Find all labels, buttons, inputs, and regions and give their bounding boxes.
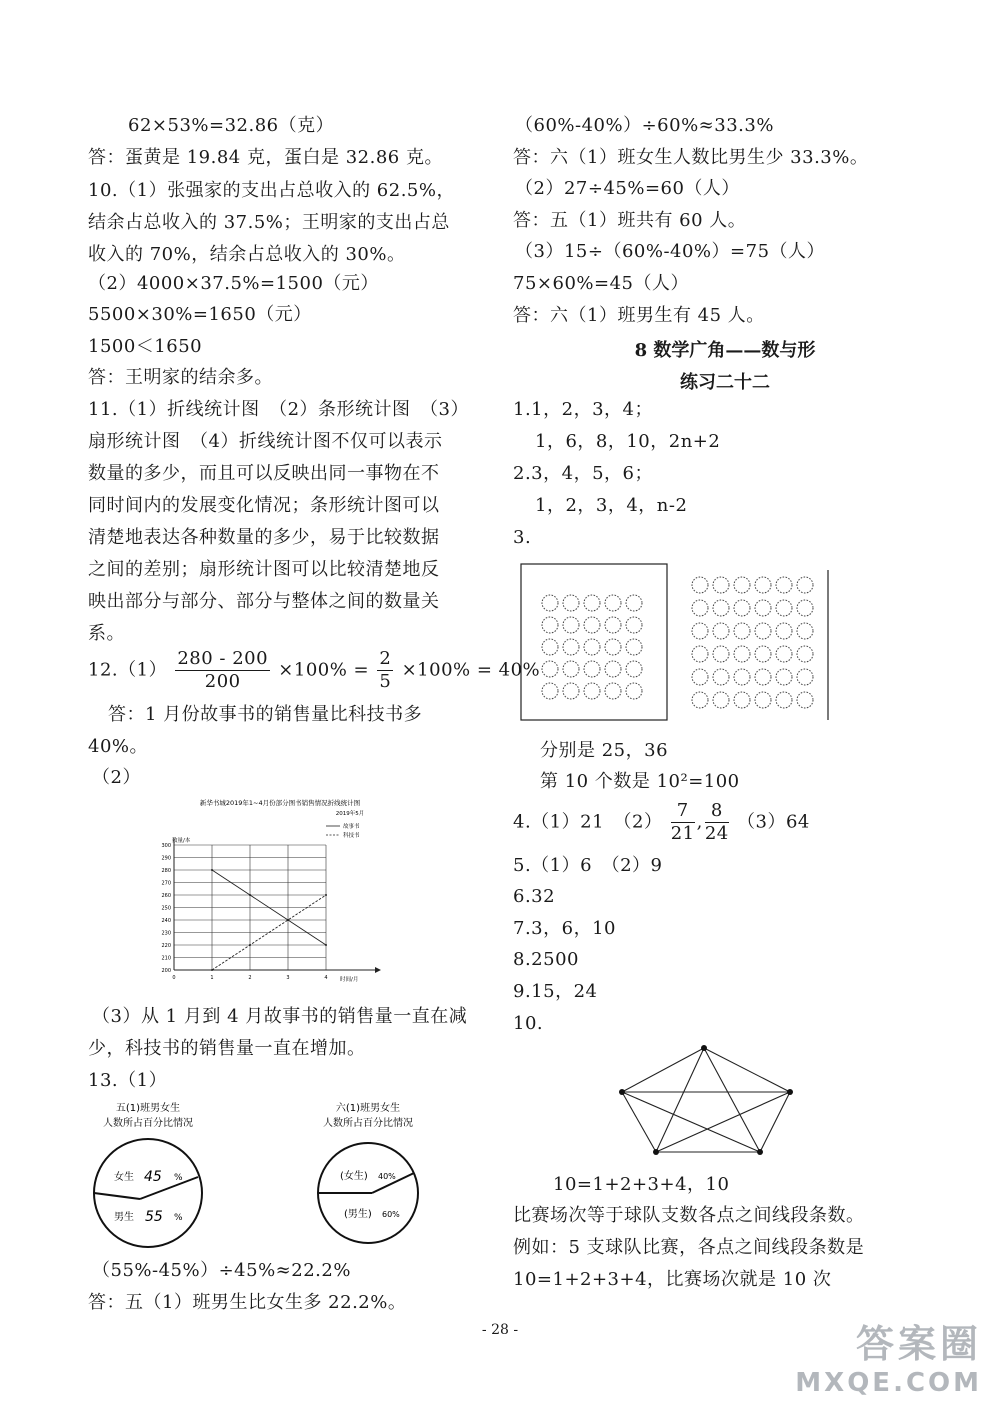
dot-circle [563, 661, 579, 677]
dot-circle [713, 692, 729, 708]
pentagon-segment [704, 1048, 790, 1092]
dot-circle [605, 683, 621, 699]
y-tick-label: 260 [161, 893, 171, 899]
pie-left-girl-pct: % [174, 1173, 183, 1183]
formula-tail: ×100% = 40% [401, 659, 541, 681]
dot-circle [713, 623, 729, 639]
dot-circle [692, 600, 708, 616]
answer-4-f1-den: 21 [670, 823, 695, 844]
answer-4-tail: （3）64 [737, 811, 810, 833]
right-line-25: 10=1+2+3+4，比赛场次就是 10 次 [513, 1269, 832, 1290]
pie-left-divider-1 [94, 1193, 140, 1199]
left-line-06: （2）4000×37.5%=1500（元） [88, 273, 379, 294]
dot-circle [797, 623, 813, 639]
right-line-14: 第 10 个数是 10²=100 [540, 771, 740, 792]
right-line-09: 1，6，8，10，2n+2 [535, 431, 721, 452]
y-tick-label: 280 [161, 868, 171, 874]
line-chart-y-ticks [161, 843, 171, 974]
dot-circle [755, 646, 771, 662]
x-tick-label: 1 [210, 975, 214, 981]
dot-circle [626, 617, 642, 633]
dot-circle [776, 577, 792, 593]
y-tick-label: 200 [161, 968, 171, 974]
class6-pie-chart [298, 1095, 438, 1250]
pentagon-segment [622, 1092, 656, 1152]
answer-4: 4.（1）21 （2） $\frac{7}{21}$ , $\frac{8}{24}$ （3）64 [513, 800, 810, 844]
dot-circle [605, 639, 621, 655]
dot-circle [776, 600, 792, 616]
formula-prefix: 12.（1） [88, 659, 168, 681]
right-line-06: 75×60%=45（人） [513, 273, 689, 294]
right-line-07: 答：六（1）班男生有 45 人。 [513, 305, 765, 326]
left-line-08: 1500＜1650 [88, 336, 203, 357]
line-chart-title: 新华书城2019年1~4月份部分图书销售情况折线统计图 [199, 799, 361, 807]
pentagon-segment [622, 1048, 704, 1092]
pie-right-title-2: 人数所占百分比情况 [323, 1118, 413, 1129]
dot-circle [797, 692, 813, 708]
left-line-25: （55%-45%）÷45%≈22.2% [92, 1260, 351, 1281]
dot-circle [692, 623, 708, 639]
pentagon-segments [622, 1048, 790, 1152]
dot-circle [626, 639, 642, 655]
x-tick-label: 2 [248, 975, 252, 981]
left-line-24: 13.（1） [88, 1070, 168, 1091]
right-line-20: 9.15，24 [513, 981, 598, 1002]
dot-circle [776, 646, 792, 662]
dot-circle [626, 661, 642, 677]
right-line-10: 2.3，4，5，6； [513, 463, 653, 484]
dot-circle [626, 683, 642, 699]
left-line-26: 答：五（1）班男生比女生多 22.2%。 [88, 1292, 407, 1313]
left-line-11: 扇形统计图 （4）折线统计图不仅可以表示 [88, 431, 443, 452]
dot-circle [584, 661, 600, 677]
series-point [325, 944, 327, 946]
exercise-title: 练习二十二 [680, 372, 770, 393]
dot-circle [713, 577, 729, 593]
left-line-19: 答：1 月份故事书的销售量比科技书多 [108, 704, 423, 725]
dot-circle [692, 669, 708, 685]
fraction-1-numerator: 280 - 200 [177, 648, 269, 669]
dot-circle [713, 669, 729, 685]
series-point [249, 944, 251, 946]
dot-circle [755, 692, 771, 708]
right-line-21: 10. [513, 1013, 544, 1034]
y-tick-label: 230 [161, 930, 171, 937]
dot-circle [797, 600, 813, 616]
watermark-line-1: 答案圈 [855, 1322, 982, 1366]
right-line-11: 1，2，3，4，n-2 [535, 495, 688, 516]
dot-circle [584, 683, 600, 699]
pie-left-girl-value: 45 [144, 1169, 162, 1185]
line-chart-x-ticks [172, 975, 327, 981]
left-line-16: 映出部分与部分、部分与整体之间的数量关 [88, 591, 440, 612]
pie-left-girl-label: 女生 [114, 1172, 134, 1183]
dot-circle [563, 595, 579, 611]
right-line-05: （3）15÷（60%-40%）=75（人） [515, 241, 826, 262]
fraction-1-denominator: 200 [204, 671, 241, 692]
line-chart-date: 2019年5月 [335, 811, 365, 817]
pie-left-boy-label: 男生 [114, 1212, 134, 1223]
dot-circle [776, 623, 792, 639]
y-tick-label: 250 [161, 905, 171, 912]
dot-circle [734, 577, 750, 593]
pie-left-title-1: 五(1)班男女生 [115, 1103, 181, 1114]
left-line-23: 少，科技书的销售量一直在增加。 [88, 1038, 366, 1059]
y-tick-label: 270 [161, 880, 171, 887]
dot-circle [692, 577, 708, 593]
left-line-22: （3）从 1 月到 4 月故事书的销售量一直在减 [92, 1006, 468, 1027]
fraction-2-numerator: 2 [379, 648, 392, 669]
pentagon-segment [656, 1092, 790, 1152]
series-point [211, 869, 213, 871]
fraction-2-denominator: 5 [379, 671, 392, 692]
line-chart-grid [174, 845, 326, 970]
left-line-14: 清楚地表达各种数量的多少，易于比较数据 [88, 527, 440, 548]
dot-circle [692, 646, 708, 662]
dot-circle [626, 595, 642, 611]
right-line-01: （60%-40%）÷60%≈33.3% [515, 115, 774, 136]
dot-circle [563, 639, 579, 655]
y-tick-label: 290 [161, 855, 171, 862]
formula-middle: ×100% = [278, 659, 370, 681]
circle-grid-5x5 [542, 595, 642, 699]
pentagon-segment [760, 1092, 790, 1152]
circle-grid-6x6 [692, 577, 813, 708]
square-border [521, 564, 667, 720]
pie-right-title-1: 六(1)班男女生 [335, 1103, 401, 1114]
right-line-17: 6.32 [513, 886, 556, 907]
dot-circle [584, 617, 600, 633]
left-line-09: 答：王明家的结余多。 [88, 367, 273, 388]
dot-circle [755, 577, 771, 593]
x-tick-label: 4 [324, 975, 328, 981]
x-axis-arrow [375, 967, 381, 973]
pentagon-segment [656, 1048, 704, 1152]
dot-circle [734, 692, 750, 708]
dot-circle [797, 669, 813, 685]
dot-circle [542, 595, 558, 611]
dot-circle [584, 639, 600, 655]
left-line-03: 10.（1）张强家的支出占总收入的 62.5%， [88, 180, 455, 201]
pentagon-vertex [701, 1045, 707, 1051]
left-line-21: （2） [92, 767, 141, 788]
watermark-line-2: MXQE.COM [795, 1368, 982, 1398]
y-tick-label: 220 [161, 943, 171, 949]
left-line-12: 数量的多少，而且可以反映出同一事物在不 [88, 463, 440, 484]
right-line-22: 10=1+2+3+4，10 [553, 1174, 730, 1195]
circle-square-6x6 [680, 570, 830, 720]
legend-story-label: 故事书 [343, 824, 360, 830]
series-point [287, 919, 289, 921]
pie-right-girl-value: 40% [378, 1172, 396, 1181]
dot-circle [542, 683, 558, 699]
dot-circle [542, 661, 558, 677]
pie-left-circle [94, 1139, 202, 1247]
circle-square-5x5 [520, 563, 668, 721]
line-chart-ylabel: 数量/本 [172, 838, 191, 844]
right-line-12: 3. [513, 527, 532, 548]
y-tick-label: 210 [161, 955, 171, 962]
y-tick-label: 300 [161, 843, 171, 849]
dot-circle [563, 683, 579, 699]
dot-circle [605, 595, 621, 611]
class5-pie-chart [78, 1095, 218, 1250]
legend-tech-label: 科技书 [343, 833, 360, 839]
dot-circle [563, 617, 579, 633]
dot-circle [605, 617, 621, 633]
pie-right-boy-value: 60% [382, 1210, 400, 1219]
fraction-2 [377, 648, 393, 693]
left-line-20: 40%。 [88, 736, 149, 757]
dot-circle [605, 661, 621, 677]
x-tick-label: 0 [172, 975, 176, 981]
dot-circle [692, 692, 708, 708]
series-point [211, 969, 213, 971]
watermark [795, 1313, 982, 1398]
pie-left-boy-value: 55 [145, 1209, 163, 1225]
page-number: - 28 - [481, 1322, 519, 1338]
left-line-17: 系。 [88, 623, 125, 644]
dot-circle [734, 600, 750, 616]
pentagon-vertex [653, 1149, 659, 1155]
pie-left-title-2: 人数所占百分比情况 [103, 1118, 193, 1129]
right-line-08: 1.1，2，3，4； [513, 399, 653, 420]
pentagon-segment [622, 1092, 760, 1152]
right-line-02: 答：六（1）班女生人数比男生少 33.3%。 [513, 147, 869, 168]
left-line-01: 62×53%=32.86（克） [128, 115, 335, 136]
section-title: 8 数学广角——数与形 [634, 340, 816, 361]
left-line-04: 结余占总收入的 37.5%；王明家的支出占总 [88, 212, 450, 233]
right-line-04: 答：五（1）班共有 60 人。 [513, 210, 747, 231]
right-line-03: （2）27÷45%=60（人） [515, 178, 740, 199]
dot-circle [755, 600, 771, 616]
dot-circle [776, 692, 792, 708]
pie-right-girl-label: (女生) [340, 1171, 368, 1182]
right-line-18: 7.3，6，10 [513, 918, 616, 939]
series-point [249, 894, 251, 896]
left-line-05: 收入的 70%，结余占总收入的 30%。 [88, 244, 406, 265]
pentagon-segment [704, 1048, 760, 1152]
dot-circle [713, 646, 729, 662]
right-line-13: 分别是 25，36 [540, 740, 669, 761]
answer-4-f2-den: 24 [704, 823, 729, 844]
left-line-10: 11.（1）折线统计图 （2）条形统计图 （3） [88, 399, 469, 420]
dot-circle [734, 669, 750, 685]
right-line-19: 8.2500 [513, 949, 579, 970]
left-line-02: 答：蛋黄是 19.84 克，蛋白是 32.86 克。 [88, 147, 443, 168]
right-line-16: 5.（1）6 （2）9 [513, 855, 663, 876]
answer-4-prefix: 4.（1）21 （2） [513, 811, 663, 833]
dot-circle [542, 639, 558, 655]
answer-4-f2-num: 8 [705, 800, 729, 823]
answer-4-f1-num: 7 [671, 800, 695, 823]
y-tick-label: 240 [161, 918, 171, 924]
pie-right-boy-label: (男生) [344, 1209, 372, 1220]
line-chart-xlabel: 时间/月 [340, 977, 359, 983]
formula-12 [88, 648, 540, 693]
pentagon-vertex [787, 1089, 793, 1095]
dot-circle [776, 669, 792, 685]
dot-circle [734, 646, 750, 662]
pentagon-vertex [757, 1149, 763, 1155]
dot-circle [755, 669, 771, 685]
answer-4-fraction-2 [705, 800, 729, 845]
dot-circle [584, 595, 600, 611]
pentagon-vertex [619, 1089, 625, 1095]
series-point [325, 894, 327, 896]
five-team-segment-diagram [612, 1042, 808, 1162]
dot-circle [713, 600, 729, 616]
left-line-07: 5500×30%=1650（元） [88, 304, 312, 325]
fraction-1 [175, 648, 270, 693]
x-tick-label: 3 [286, 975, 290, 981]
left-line-13: 同时间内的发展变化情况；条形统计图可以 [88, 495, 440, 516]
dot-circle [797, 577, 813, 593]
dot-circle [542, 617, 558, 633]
left-line-15: 之间的差别；扇形统计图可以比较清楚地反 [88, 559, 440, 580]
dot-circle [755, 623, 771, 639]
dot-circle [797, 646, 813, 662]
answer-4-fraction-1 [671, 800, 695, 845]
book-sales-line-chart [150, 795, 385, 995]
dot-circle [734, 623, 750, 639]
right-line-23: 比赛场次等于球队支数各点之间线段条数。 [513, 1205, 865, 1226]
pie-left-boy-pct: % [174, 1213, 183, 1223]
right-line-24: 例如：5 支球队比赛，各点之间线段条数是 [513, 1237, 865, 1258]
